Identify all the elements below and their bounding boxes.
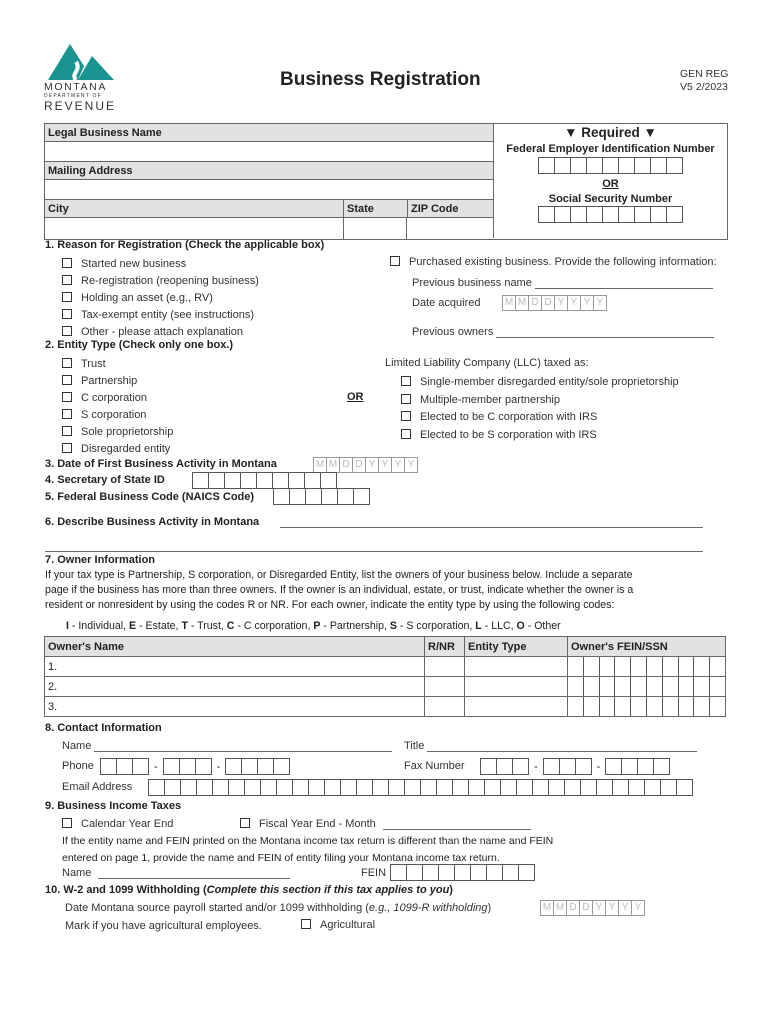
owner-instructions: If your tax type is Partnership, S corporation, or Disregarded Entity, list the owners of your business below. Include a separate page if the business has more than three owners. If the owner is an individual, estate, or trust, indicate whether the owner is a resident or nonresident by using the codes R or NR. For each owner, indicate the entity type by using the following codes: [45,569,634,611]
input-cell[interactable] [228,779,245,796]
input-cell[interactable]: Y [567,295,581,311]
entity-type-input[interactable] [465,657,568,677]
previous-business-name-input[interactable] [535,277,713,289]
input-cell[interactable] [292,779,309,796]
fein-cell[interactable] [646,677,662,696]
entity-type-input[interactable] [465,697,568,717]
purchased-option[interactable]: Purchased existing business. Provide the following information: [390,256,717,268]
page-title: Business Registration [280,69,481,90]
input-cell[interactable] [324,779,341,796]
logo-line1: MONTANA [44,81,107,93]
state-input[interactable] [343,218,407,240]
calendar-year-option[interactable]: Calendar Year End [62,818,173,830]
fein-cell[interactable] [583,677,599,696]
input-cell[interactable] [618,157,635,174]
fein-cell[interactable] [568,677,583,696]
entity-code-key: T [181,620,188,632]
city-label: City [45,200,343,218]
input-cell[interactable] [308,779,325,796]
zip-input[interactable] [407,218,493,238]
checkbox[interactable] [62,409,72,419]
input-cell[interactable] [454,864,471,881]
checkbox[interactable] [62,443,72,453]
checkbox[interactable] [62,326,72,336]
entity-code-key: S [389,620,397,632]
checkbox[interactable] [62,258,72,268]
or-label: OR [602,178,619,190]
payroll-date-label: Date Montana source payroll started and/or 1099 withholding (e.g., 1099-R withholding) [65,902,492,914]
city-input[interactable] [45,218,343,238]
input-cell[interactable] [273,758,290,775]
input-cell[interactable] [538,157,555,174]
input-cell[interactable] [225,758,242,775]
checkbox[interactable] [240,818,250,828]
input-cell[interactable] [480,758,497,775]
input-cell[interactable] [612,779,629,796]
entity-code-desc: - Other [524,620,561,632]
input-cell[interactable] [676,779,693,796]
entity-or-label: OR [347,391,364,403]
fein-cell[interactable] [693,657,709,676]
fein-cell[interactable] [599,677,615,696]
input-cell[interactable] [320,472,337,489]
owner-name-input[interactable]: 1. [45,657,425,677]
entity-code-desc: - Partnership, [320,620,390,632]
reason-option[interactable]: Other - please attach explanation [62,324,259,341]
reason-option[interactable]: Started new business [62,256,259,273]
entity-code-key: E [129,620,137,632]
input-cell[interactable]: Y [605,900,619,916]
input-cell[interactable] [436,779,453,796]
state-label: State [343,200,407,218]
reason-options [62,256,259,341]
owner-table [44,636,726,717]
checkbox[interactable] [62,392,72,402]
input-cell[interactable] [390,864,407,881]
fein-cell[interactable] [678,697,694,716]
fein-cell[interactable] [614,677,630,696]
fein-cell[interactable] [568,657,583,676]
ssn-label: Social Security Number [548,193,673,205]
ssn-input[interactable] [538,206,683,223]
input-cell[interactable]: M [540,900,554,916]
input-cell[interactable]: Y [593,295,607,311]
date-acquired-label: Date acquired [412,297,481,309]
input-cell[interactable] [548,779,565,796]
input-cell[interactable] [179,758,196,775]
first-activity-date-input[interactable] [313,457,418,473]
fax-input[interactable]: - - [480,758,670,775]
input-cell[interactable] [512,758,529,775]
input-cell[interactable] [628,779,645,796]
input-cell[interactable] [164,779,181,796]
input-cell[interactable]: D [579,900,593,916]
checkbox[interactable] [301,919,311,929]
fein-cell[interactable] [630,677,646,696]
fein-cell[interactable] [583,657,599,676]
entity-option[interactable]: Trust [62,356,173,373]
input-cell[interactable] [586,157,603,174]
checkbox[interactable] [62,818,72,828]
fein-cell[interactable] [630,657,646,676]
input-cell[interactable] [163,758,180,775]
input-cell[interactable]: Y [404,457,418,473]
income-tax-name-input[interactable] [98,867,290,879]
checkbox[interactable] [62,375,72,385]
input-cell[interactable] [554,206,571,223]
checkbox[interactable] [62,426,72,436]
fein-input[interactable] [538,157,683,174]
llc-title: Limited Liability Company (LLC) taxed as: [385,357,589,369]
input-cell[interactable] [637,758,654,775]
input-cell[interactable] [496,758,513,775]
input-cell[interactable] [406,864,423,881]
entity-codes [66,619,561,634]
input-cell[interactable] [208,472,225,489]
reason-option[interactable]: Re-registration (reopening business) [62,273,259,290]
naics-input[interactable] [273,488,370,505]
input-cell[interactable] [422,864,439,881]
input-cell[interactable] [305,488,322,505]
llc-option[interactable]: Elected to be S corporation with IRS [401,427,679,445]
phone-label: Phone [62,760,94,772]
entity-option[interactable]: C corporation [62,390,173,407]
owner-row [45,677,726,697]
entity-option[interactable]: Disregarded entity [62,441,173,458]
entity-code-key: I [66,620,69,632]
form-code: GEN REG [680,68,729,80]
input-cell[interactable]: D [528,295,542,311]
llc-option[interactable]: Multiple-member partnership [401,392,679,410]
income-tax-fein-input[interactable] [390,864,535,881]
input-cell[interactable] [241,758,258,775]
input-cell[interactable] [196,779,213,796]
input-cell[interactable] [468,779,485,796]
entity-code-key: C [226,620,235,632]
entity-code-key: P [313,620,321,632]
input-cell[interactable] [388,779,405,796]
entity-type-input[interactable] [465,677,568,697]
fein-cell[interactable] [662,657,678,676]
input-cell[interactable] [192,472,209,489]
rnr-input[interactable] [425,697,465,717]
contact-title: Title [404,740,697,752]
form-version: V5 2/2023 [680,81,728,93]
input-cell[interactable] [575,758,592,775]
form-id [680,68,728,94]
input-cell[interactable] [212,779,229,796]
input-cell[interactable]: Y [618,900,632,916]
input-cell[interactable] [666,157,683,174]
input-cell[interactable] [452,779,469,796]
input-cell[interactable] [580,779,597,796]
fiscal-month-input[interactable] [383,818,531,830]
input-cell[interactable] [224,472,241,489]
previous-owners-input[interactable] [496,326,714,338]
input-cell[interactable] [321,488,338,505]
input-cell[interactable] [650,157,667,174]
input-cell[interactable] [180,779,197,796]
checkbox[interactable] [401,376,411,386]
input-cell[interactable]: M [313,457,327,473]
input-cell[interactable] [650,206,667,223]
input-cell[interactable] [644,779,661,796]
input-cell[interactable] [538,206,555,223]
input-cell[interactable]: Y [592,900,606,916]
owner-name-header: Owner's Name [45,637,425,657]
entity-option[interactable]: Sole proprietorship [62,424,173,441]
rnr-input[interactable] [425,677,465,697]
entity-code-key: O [516,620,525,632]
input-cell[interactable] [621,758,638,775]
input-cell[interactable]: Y [554,295,568,311]
fein-cell[interactable] [599,657,615,676]
previous-business-name: Previous business name [412,277,713,289]
input-cell[interactable]: Y [580,295,594,311]
fein-cell[interactable] [678,677,694,696]
input-cell[interactable] [257,758,274,775]
business-activity-input-line2[interactable] [45,540,703,552]
checkbox[interactable] [401,394,411,404]
input-cell[interactable] [500,779,517,796]
input-cell[interactable] [602,206,619,223]
contact-title-input[interactable] [427,740,697,752]
fein-cell[interactable] [662,677,678,696]
input-cell[interactable] [660,779,677,796]
contact-name-input[interactable] [94,740,392,752]
input-cell[interactable] [256,472,273,489]
section-2-title: 2. Entity Type (Check only one box.) [45,339,234,351]
input-cell[interactable]: Y [631,900,645,916]
input-cell[interactable] [484,779,501,796]
input-cell[interactable] [570,206,587,223]
logo-line3: REVENUE [44,99,117,113]
input-cell[interactable]: M [553,900,567,916]
entity-code-desc: - Trust, [187,620,227,632]
owner-fein-input[interactable] [568,697,726,717]
input-cell[interactable] [564,779,581,796]
input-cell[interactable] [543,758,560,775]
input-cell[interactable] [337,488,354,505]
checkbox[interactable] [62,309,72,319]
input-cell[interactable] [554,157,571,174]
entity-option[interactable]: Partnership [62,373,173,390]
input-cell[interactable]: M [502,295,516,311]
input-cell[interactable] [634,157,651,174]
checkbox[interactable] [62,358,72,368]
checkbox[interactable] [401,411,411,421]
reason-option[interactable]: Holding an asset (e.g., RV) [62,290,259,307]
reason-option[interactable]: Tax-exempt entity (see instructions) [62,307,259,324]
input-cell[interactable] [148,779,165,796]
owner-name-input[interactable]: 2. [45,677,425,697]
input-cell[interactable] [518,864,535,881]
section-7-title: 7. Owner Information [45,554,156,566]
owner-fein-input[interactable] [568,677,726,697]
fein-label: Federal Employer Identification Number [506,143,715,155]
mailing-address-label: Mailing Address [45,162,493,180]
input-cell[interactable] [618,206,635,223]
input-cell[interactable] [570,157,587,174]
fein-cell[interactable] [630,697,646,716]
input-cell[interactable] [420,779,437,796]
legal-name-input[interactable] [45,142,493,162]
zip-label: ZIP Code [407,200,493,218]
input-cell[interactable] [404,779,421,796]
agricultural-option[interactable]: Agricultural [301,919,375,931]
input-cell[interactable] [486,864,503,881]
section-5-title: 5. Federal Business Code (NAICS Code) [45,491,255,503]
payroll-date-input[interactable] [540,900,645,916]
previous-owners: Previous owners [412,326,714,338]
section-1-title: 1. Reason for Registration (Check the applicable box) [45,239,325,251]
rnr-input[interactable] [425,657,465,677]
agricultural-label: Mark if you have agricultural employees. [65,920,262,932]
section-9-title: 9. Business Income Taxes [45,800,182,812]
input-cell[interactable] [470,864,487,881]
phone-input[interactable]: - - [100,758,290,775]
input-cell[interactable]: D [566,900,580,916]
input-cell[interactable]: M [326,457,340,473]
input-cell[interactable] [596,779,613,796]
income-tax-instructions: If the entity name and FEIN printed on the Montana income tax return is different than the name and FEIN entered on page 1, provide the name and FEIN of entity filing your Montana income tax return. [62,835,554,864]
input-cell[interactable] [438,864,455,881]
email-input[interactable] [148,779,693,796]
logo-line2: DEPARTMENT OF [44,93,102,99]
entity-code-desc: - S corporation, [396,620,476,632]
input-cell[interactable]: D [352,457,366,473]
owner-fein-input[interactable] [568,657,726,677]
input-cell[interactable]: D [339,457,353,473]
input-cell[interactable] [260,779,277,796]
fein-cell[interactable] [583,697,599,716]
contact-name: Name [62,740,392,752]
input-cell[interactable] [272,472,289,489]
input-cell[interactable] [340,779,357,796]
montana-dor-logo [44,44,120,113]
input-cell[interactable] [116,758,133,775]
mailing-address-input[interactable] [45,180,493,200]
fein-ssn-header: Owner's FEIN/SSN [568,637,726,657]
llc-option[interactable]: Single-member disregarded entity/sole proprietorship [401,374,679,392]
input-cell[interactable] [372,779,389,796]
input-cell[interactable] [276,779,293,796]
input-cell[interactable] [653,758,670,775]
entity-options [62,356,173,458]
entity-code-desc: - LLC, [481,620,517,632]
date-acquired-input[interactable] [502,295,607,311]
fax-label: Fax Number [404,760,465,772]
input-cell[interactable]: D [541,295,555,311]
input-cell[interactable] [240,472,257,489]
section-6-title: 6. Describe Business Activity in Montana [45,516,260,528]
section-3-title: 3. Date of First Business Activity in Montana [45,458,277,470]
input-cell[interactable] [289,488,306,505]
fein-cell[interactable] [568,697,583,716]
fein-cell[interactable] [709,697,725,716]
entity-type-header: Entity Type [465,637,568,657]
input-cell[interactable] [634,206,651,223]
input-cell[interactable]: Y [365,457,379,473]
entity-code-desc: - Estate, [136,620,182,632]
input-cell[interactable] [605,758,622,775]
input-cell[interactable] [288,472,305,489]
input-cell[interactable] [132,758,149,775]
section-8-title: 8. Contact Information [45,722,162,734]
fein-cell[interactable] [709,677,725,696]
sos-id-input[interactable] [192,472,337,489]
input-cell[interactable]: Y [391,457,405,473]
checkbox[interactable] [62,292,72,302]
input-cell[interactable] [586,206,603,223]
input-cell[interactable] [353,488,370,505]
fiscal-year-option[interactable]: Fiscal Year End - Month [240,818,531,830]
input-cell[interactable] [532,779,549,796]
section-4-title: 4. Secretary of State ID [45,474,165,486]
fein-cell[interactable] [599,697,615,716]
required-panel [493,124,727,238]
income-tax-name: Name [62,867,290,879]
input-cell[interactable] [666,206,683,223]
business-activity-input-line1[interactable] [280,516,703,528]
fein-cell[interactable] [646,697,662,716]
input-cell[interactable] [304,472,321,489]
business-info-box [44,123,728,240]
checkbox[interactable] [62,275,72,285]
income-tax-fein-label: FEIN [361,867,387,879]
entity-code-key: L [475,620,482,632]
input-cell[interactable] [516,779,533,796]
mountain-logo-icon [48,44,114,80]
email-label: Email Address [62,781,133,793]
input-cell[interactable] [100,758,117,775]
llc-option[interactable]: Elected to be C corporation with IRS [401,409,679,427]
input-cell[interactable] [559,758,576,775]
checkbox[interactable] [390,256,400,266]
owner-row [45,657,726,677]
rnr-header: R/NR [425,637,465,657]
fein-cell[interactable] [646,657,662,676]
fein-cell[interactable] [709,657,725,676]
input-cell[interactable]: M [515,295,529,311]
legal-name-label: Legal Business Name [45,124,493,142]
fein-cell[interactable] [693,677,709,696]
input-cell[interactable] [195,758,212,775]
input-cell[interactable]: Y [378,457,392,473]
fein-cell[interactable] [614,657,630,676]
llc-options [401,374,679,444]
entity-code-desc: - C corporation, [234,620,314,632]
checkbox[interactable] [401,429,411,439]
section-10-title: 10. W-2 and 1099 Withholding (Complete this section if this tax applies to you) [45,884,453,896]
required-heading: ▼ Required ▼ [564,125,657,140]
fein-cell[interactable] [693,697,709,716]
fein-cell[interactable] [614,697,630,716]
input-cell[interactable] [244,779,261,796]
input-cell[interactable] [502,864,519,881]
input-cell[interactable] [602,157,619,174]
entity-code-desc: - Individual, [68,620,130,632]
entity-option[interactable]: S corporation [62,407,173,424]
owner-row [45,697,726,717]
fein-cell[interactable] [662,697,678,716]
input-cell[interactable] [273,488,290,505]
fein-cell[interactable] [678,657,694,676]
owner-name-input[interactable]: 3. [45,697,425,717]
input-cell[interactable] [356,779,373,796]
